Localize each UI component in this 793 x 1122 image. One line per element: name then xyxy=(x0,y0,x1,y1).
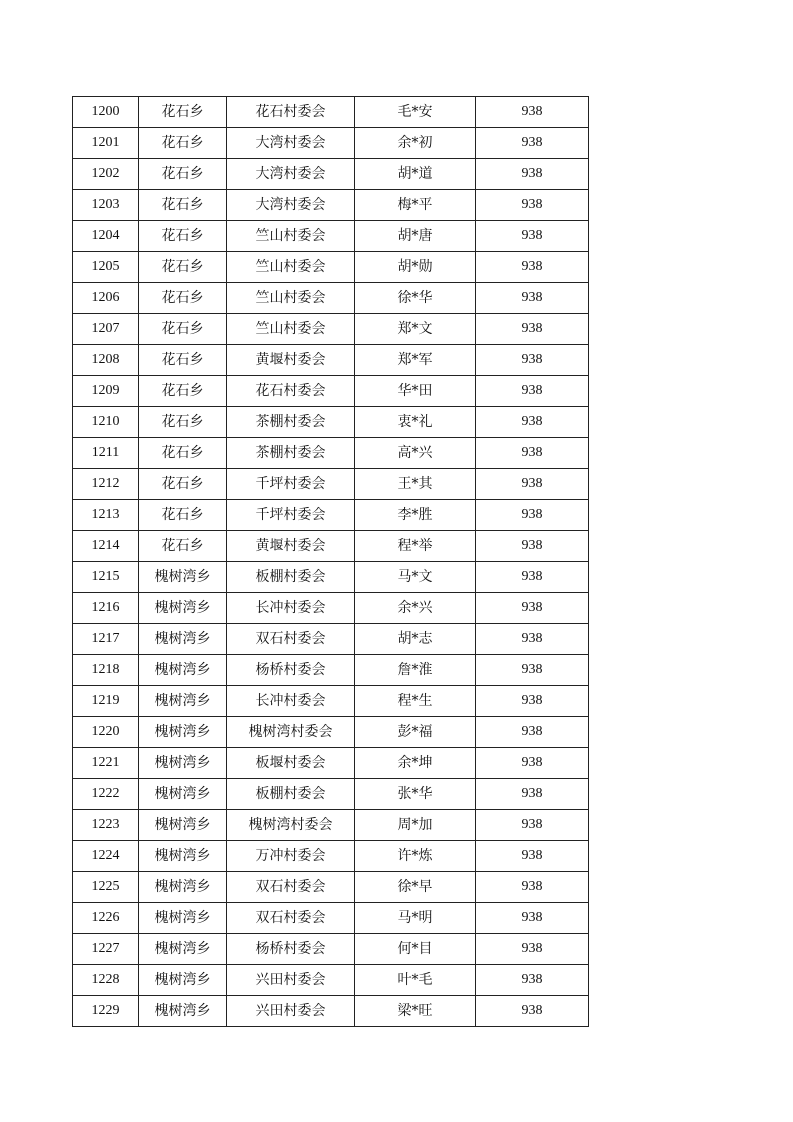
township-cell: 花石乡 xyxy=(139,190,227,221)
table-row xyxy=(73,159,589,190)
amount-cell: 938 xyxy=(476,314,589,345)
township-cell: 花石乡 xyxy=(139,407,227,438)
table-row xyxy=(73,779,589,810)
amount-cell: 938 xyxy=(476,841,589,872)
row-number-cell: 1226 xyxy=(73,903,139,934)
village-committee-cell: 花石村委会 xyxy=(227,376,355,407)
township-cell: 花石乡 xyxy=(139,376,227,407)
person-name-cell: 程*举 xyxy=(355,531,476,562)
village-committee-cell: 千坪村委会 xyxy=(227,469,355,500)
row-number-cell: 1224 xyxy=(73,841,139,872)
person-name-cell: 李*胜 xyxy=(355,500,476,531)
village-committee-cell: 杨桥村委会 xyxy=(227,934,355,965)
data-table xyxy=(72,96,589,1027)
row-number-cell: 1227 xyxy=(73,934,139,965)
person-name-cell: 张*华 xyxy=(355,779,476,810)
township-cell: 槐树湾乡 xyxy=(139,624,227,655)
amount-cell: 938 xyxy=(476,810,589,841)
row-number-cell: 1217 xyxy=(73,624,139,655)
amount-cell: 938 xyxy=(476,407,589,438)
village-committee-cell: 长冲村委会 xyxy=(227,686,355,717)
table-row xyxy=(73,593,589,624)
table-row xyxy=(73,314,589,345)
village-committee-cell: 板棚村委会 xyxy=(227,562,355,593)
amount-cell: 938 xyxy=(476,531,589,562)
table-row xyxy=(73,128,589,159)
table-row xyxy=(73,531,589,562)
table-row xyxy=(73,345,589,376)
row-number-cell: 1213 xyxy=(73,500,139,531)
amount-cell: 938 xyxy=(476,965,589,996)
row-number-cell: 1222 xyxy=(73,779,139,810)
township-cell: 槐树湾乡 xyxy=(139,748,227,779)
amount-cell: 938 xyxy=(476,376,589,407)
person-name-cell: 詹*淮 xyxy=(355,655,476,686)
table-row xyxy=(73,748,589,779)
table-row xyxy=(73,562,589,593)
village-committee-cell: 茶棚村委会 xyxy=(227,438,355,469)
amount-cell: 938 xyxy=(476,128,589,159)
person-name-cell: 马*明 xyxy=(355,903,476,934)
amount-cell: 938 xyxy=(476,779,589,810)
person-name-cell: 毛*安 xyxy=(355,97,476,128)
person-name-cell: 郑*文 xyxy=(355,314,476,345)
table-row xyxy=(73,872,589,903)
village-committee-cell: 万冲村委会 xyxy=(227,841,355,872)
village-committee-cell: 双石村委会 xyxy=(227,624,355,655)
table-row xyxy=(73,469,589,500)
township-cell: 槐树湾乡 xyxy=(139,965,227,996)
person-name-cell: 华*田 xyxy=(355,376,476,407)
row-number-cell: 1218 xyxy=(73,655,139,686)
row-number-cell: 1216 xyxy=(73,593,139,624)
table-row xyxy=(73,841,589,872)
township-cell: 槐树湾乡 xyxy=(139,779,227,810)
table-row xyxy=(73,283,589,314)
row-number-cell: 1229 xyxy=(73,996,139,1027)
person-name-cell: 徐*华 xyxy=(355,283,476,314)
row-number-cell: 1228 xyxy=(73,965,139,996)
township-cell: 槐树湾乡 xyxy=(139,841,227,872)
row-number-cell: 1209 xyxy=(73,376,139,407)
row-number-cell: 1225 xyxy=(73,872,139,903)
table-row xyxy=(73,407,589,438)
table-row xyxy=(73,903,589,934)
table-body xyxy=(73,97,589,1027)
township-cell: 槐树湾乡 xyxy=(139,903,227,934)
row-number-cell: 1212 xyxy=(73,469,139,500)
row-number-cell: 1200 xyxy=(73,97,139,128)
person-name-cell: 胡*志 xyxy=(355,624,476,655)
person-name-cell: 胡*勋 xyxy=(355,252,476,283)
person-name-cell: 彭*福 xyxy=(355,717,476,748)
village-committee-cell: 竺山村委会 xyxy=(227,221,355,252)
row-number-cell: 1205 xyxy=(73,252,139,283)
township-cell: 槐树湾乡 xyxy=(139,810,227,841)
village-committee-cell: 千坪村委会 xyxy=(227,500,355,531)
person-name-cell: 余*兴 xyxy=(355,593,476,624)
village-committee-cell: 茶棚村委会 xyxy=(227,407,355,438)
amount-cell: 938 xyxy=(476,221,589,252)
village-committee-cell: 双石村委会 xyxy=(227,872,355,903)
township-cell: 花石乡 xyxy=(139,500,227,531)
row-number-cell: 1204 xyxy=(73,221,139,252)
table-row xyxy=(73,717,589,748)
table-row xyxy=(73,252,589,283)
table-row xyxy=(73,190,589,221)
township-cell: 花石乡 xyxy=(139,314,227,345)
person-name-cell: 梅*平 xyxy=(355,190,476,221)
village-committee-cell: 黄堰村委会 xyxy=(227,345,355,376)
township-cell: 槐树湾乡 xyxy=(139,562,227,593)
row-number-cell: 1220 xyxy=(73,717,139,748)
table-row xyxy=(73,686,589,717)
row-number-cell: 1210 xyxy=(73,407,139,438)
village-committee-cell: 竺山村委会 xyxy=(227,283,355,314)
person-name-cell: 叶*毛 xyxy=(355,965,476,996)
village-committee-cell: 大湾村委会 xyxy=(227,190,355,221)
township-cell: 花石乡 xyxy=(139,438,227,469)
village-committee-cell: 大湾村委会 xyxy=(227,159,355,190)
person-name-cell: 王*其 xyxy=(355,469,476,500)
table-row xyxy=(73,624,589,655)
amount-cell: 938 xyxy=(476,500,589,531)
person-name-cell: 胡*唐 xyxy=(355,221,476,252)
village-committee-cell: 黄堰村委会 xyxy=(227,531,355,562)
village-committee-cell: 槐树湾村委会 xyxy=(227,810,355,841)
row-number-cell: 1221 xyxy=(73,748,139,779)
person-name-cell: 胡*道 xyxy=(355,159,476,190)
amount-cell: 938 xyxy=(476,748,589,779)
amount-cell: 938 xyxy=(476,252,589,283)
person-name-cell: 郑*军 xyxy=(355,345,476,376)
amount-cell: 938 xyxy=(476,97,589,128)
row-number-cell: 1214 xyxy=(73,531,139,562)
table-row xyxy=(73,500,589,531)
township-cell: 槐树湾乡 xyxy=(139,655,227,686)
row-number-cell: 1206 xyxy=(73,283,139,314)
township-cell: 花石乡 xyxy=(139,531,227,562)
table-row xyxy=(73,965,589,996)
row-number-cell: 1223 xyxy=(73,810,139,841)
row-number-cell: 1208 xyxy=(73,345,139,376)
person-name-cell: 余*坤 xyxy=(355,748,476,779)
township-cell: 槐树湾乡 xyxy=(139,593,227,624)
table-row xyxy=(73,438,589,469)
township-cell: 槐树湾乡 xyxy=(139,717,227,748)
row-number-cell: 1219 xyxy=(73,686,139,717)
amount-cell: 938 xyxy=(476,438,589,469)
village-committee-cell: 长冲村委会 xyxy=(227,593,355,624)
township-cell: 花石乡 xyxy=(139,128,227,159)
village-committee-cell: 竺山村委会 xyxy=(227,314,355,345)
amount-cell: 938 xyxy=(476,655,589,686)
township-cell: 花石乡 xyxy=(139,469,227,500)
table-row xyxy=(73,934,589,965)
person-name-cell: 程*生 xyxy=(355,686,476,717)
person-name-cell: 余*初 xyxy=(355,128,476,159)
table-row xyxy=(73,996,589,1027)
person-name-cell: 许*炼 xyxy=(355,841,476,872)
amount-cell: 938 xyxy=(476,624,589,655)
person-name-cell: 周*加 xyxy=(355,810,476,841)
person-name-cell: 徐*早 xyxy=(355,872,476,903)
village-committee-cell: 杨桥村委会 xyxy=(227,655,355,686)
village-committee-cell: 槐树湾村委会 xyxy=(227,717,355,748)
village-committee-cell: 双石村委会 xyxy=(227,903,355,934)
amount-cell: 938 xyxy=(476,996,589,1027)
row-number-cell: 1207 xyxy=(73,314,139,345)
township-cell: 花石乡 xyxy=(139,345,227,376)
township-cell: 花石乡 xyxy=(139,97,227,128)
township-cell: 槐树湾乡 xyxy=(139,934,227,965)
township-cell: 花石乡 xyxy=(139,221,227,252)
village-committee-cell: 板棚村委会 xyxy=(227,779,355,810)
person-name-cell: 衷*礼 xyxy=(355,407,476,438)
village-committee-cell: 板堰村委会 xyxy=(227,748,355,779)
table-row xyxy=(73,97,589,128)
amount-cell: 938 xyxy=(476,469,589,500)
amount-cell: 938 xyxy=(476,934,589,965)
table-row xyxy=(73,376,589,407)
township-cell: 槐树湾乡 xyxy=(139,686,227,717)
row-number-cell: 1202 xyxy=(73,159,139,190)
township-cell: 槐树湾乡 xyxy=(139,872,227,903)
township-cell: 花石乡 xyxy=(139,283,227,314)
row-number-cell: 1215 xyxy=(73,562,139,593)
township-cell: 花石乡 xyxy=(139,252,227,283)
amount-cell: 938 xyxy=(476,190,589,221)
village-committee-cell: 兴田村委会 xyxy=(227,996,355,1027)
amount-cell: 938 xyxy=(476,903,589,934)
person-name-cell: 马*文 xyxy=(355,562,476,593)
amount-cell: 938 xyxy=(476,717,589,748)
row-number-cell: 1203 xyxy=(73,190,139,221)
row-number-cell: 1211 xyxy=(73,438,139,469)
table-row xyxy=(73,221,589,252)
village-committee-cell: 大湾村委会 xyxy=(227,128,355,159)
amount-cell: 938 xyxy=(476,872,589,903)
table-row xyxy=(73,810,589,841)
village-committee-cell: 竺山村委会 xyxy=(227,252,355,283)
person-name-cell: 梁*旺 xyxy=(355,996,476,1027)
amount-cell: 938 xyxy=(476,283,589,314)
person-name-cell: 高*兴 xyxy=(355,438,476,469)
table-row xyxy=(73,655,589,686)
township-cell: 槐树湾乡 xyxy=(139,996,227,1027)
amount-cell: 938 xyxy=(476,686,589,717)
amount-cell: 938 xyxy=(476,593,589,624)
township-cell: 花石乡 xyxy=(139,159,227,190)
person-name-cell: 何*目 xyxy=(355,934,476,965)
row-number-cell: 1201 xyxy=(73,128,139,159)
amount-cell: 938 xyxy=(476,345,589,376)
village-committee-cell: 兴田村委会 xyxy=(227,965,355,996)
amount-cell: 938 xyxy=(476,562,589,593)
amount-cell: 938 xyxy=(476,159,589,190)
village-committee-cell: 花石村委会 xyxy=(227,97,355,128)
